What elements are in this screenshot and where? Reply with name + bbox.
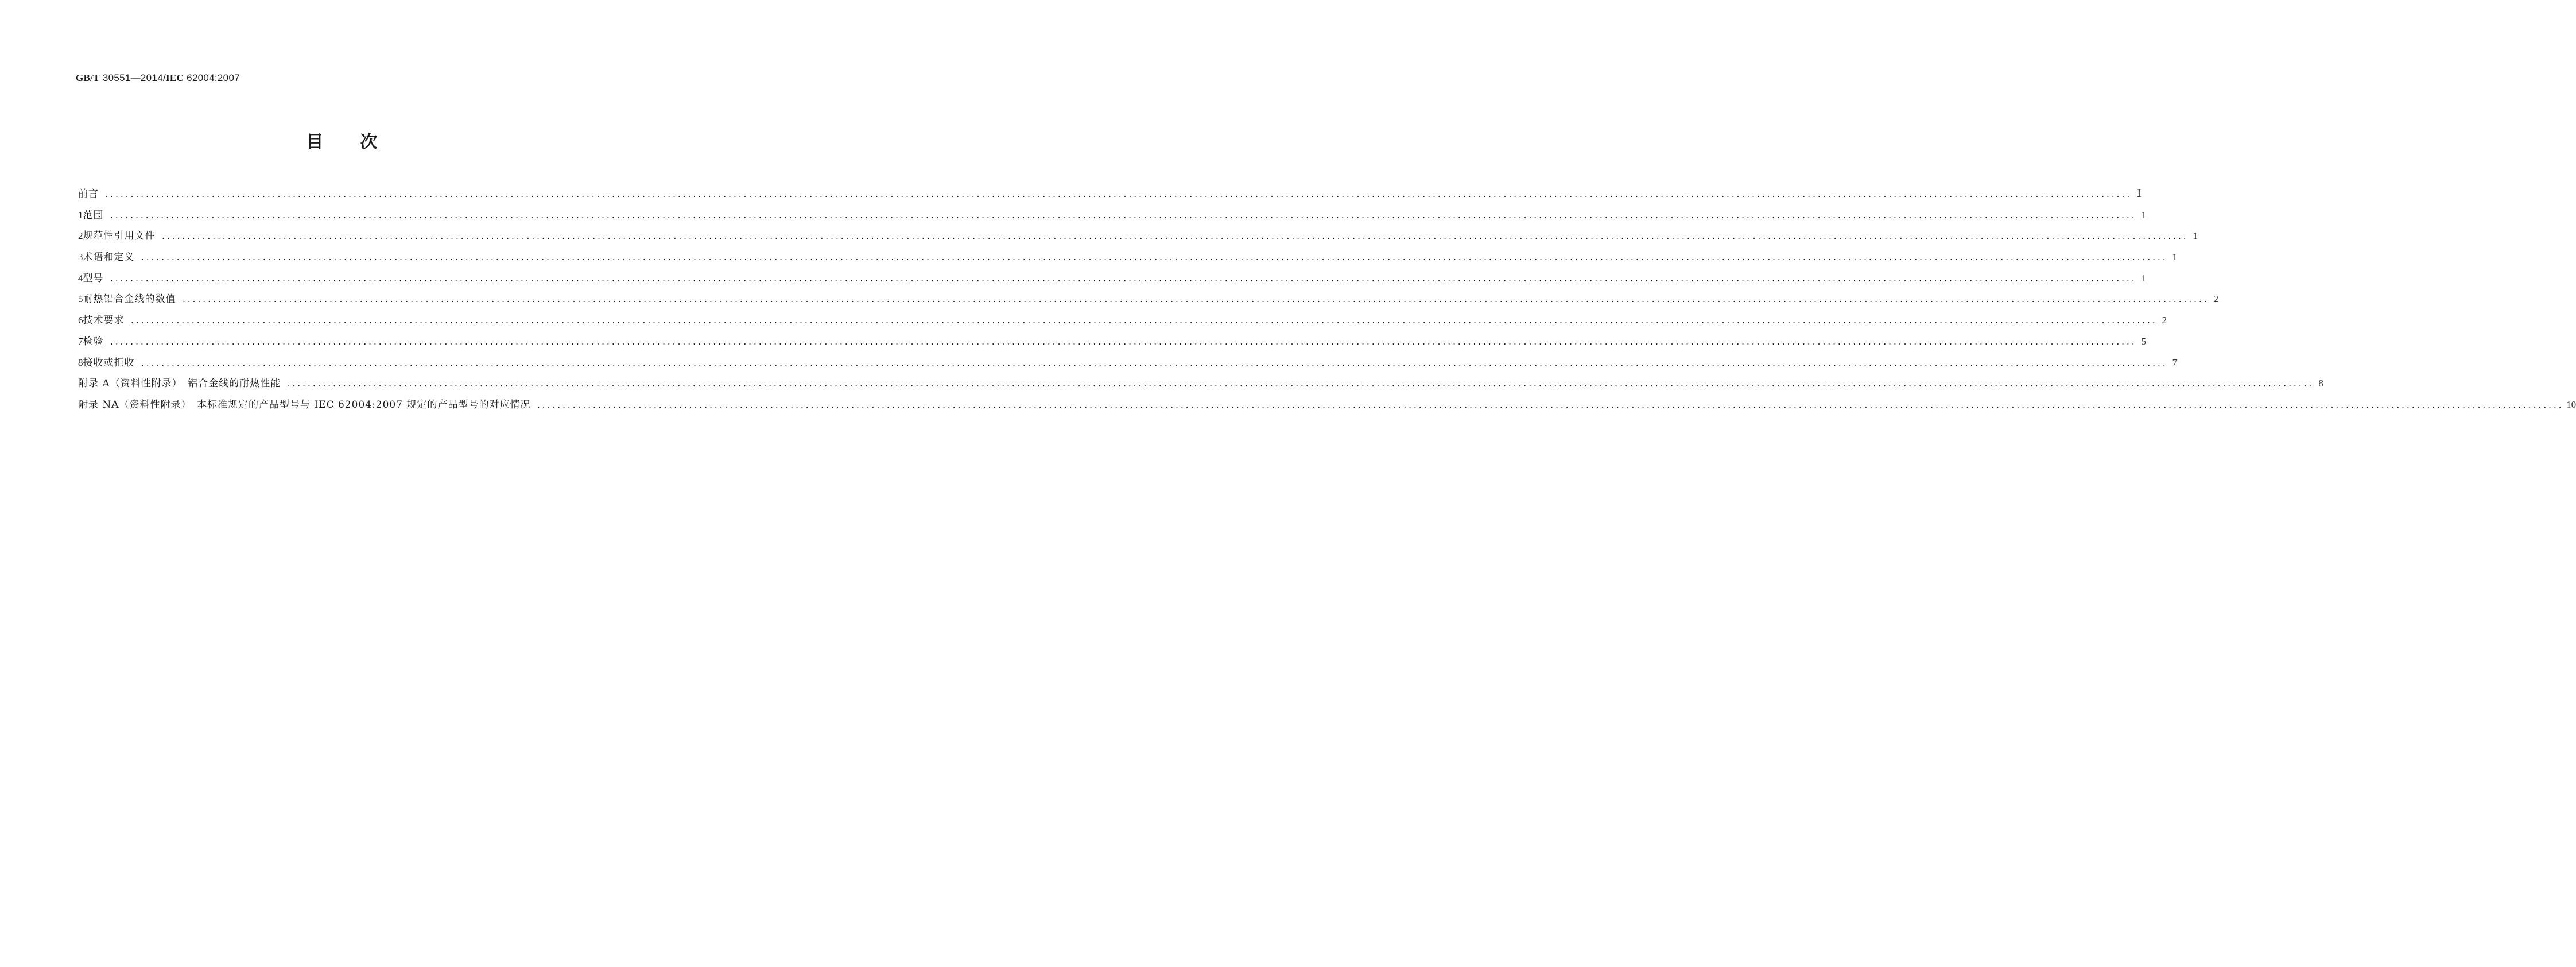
toc-entry-number: 1 [78,209,83,221]
toc-leader-dots: ................................................................................................................................................................................................................................................................................................................................................................................................................ [130,317,2157,326]
standard-code [76,72,240,84]
toc-entry-page: 7 [2172,357,2178,368]
toc-entry-number: 4 [78,272,83,284]
toc-leader-dots: ................................................................................................................................................................................................................................................................................................................................................................................................................ [104,191,2131,199]
page-title [0,127,684,153]
toc-entry[interactable] [78,230,2198,252]
toc-entry-page: 10 [2566,399,2576,410]
toc-leader-dots: ................................................................................................................................................................................................................................................................................................................................................................................................................ [109,211,2136,221]
toc-entry-page: 8 [2318,378,2323,389]
toc-entry-number: 7 [78,335,83,347]
toc-entry-page: 1 [2141,272,2147,284]
page-title-char-2: 次 [360,132,378,152]
toc-entry-page: 1 [2172,252,2178,263]
toc-entry-label: 技术要求 [83,315,125,327]
toc-entry[interactable] [78,357,2178,378]
toc-entry-label: 附录 A（资料性附录） 铝合金线的耐热性能 [78,378,281,390]
toc-entry[interactable] [78,252,2178,273]
toc-leader-dots: ................................................................................................................................................................................................................................................................................................................................................................................................................ [140,254,2167,263]
toc-leader-dots: ................................................................................................................................................................................................................................................................................................................................................................................................................ [161,233,2188,242]
toc-leader-dots: ................................................................................................................................................................................................................................................................................................................................................................................................................ [181,296,2209,305]
page-title-char-1: 目 [306,132,324,152]
toc-entry-page: 2 [2162,315,2167,326]
toc-entry-page: 1 [2193,230,2198,242]
toc-entry[interactable] [78,209,2147,231]
toc-entry[interactable] [78,378,2323,399]
toc-entry-number: 2 [78,230,83,242]
toc-entry-number: 3 [78,252,83,263]
toc-entry-page: 2 [2213,293,2219,305]
toc-entry-label: 范围 [83,209,104,221]
standard-code-prefix: GB/T [76,72,100,83]
toc-entry-page: 1 [2141,209,2147,221]
toc-entry-number: 8 [78,357,83,368]
toc-entry-label: 耐热铝合金线的数值 [83,293,176,305]
toc-entry-number: 5 [78,293,83,305]
standard-code-iec: IEC [165,72,184,83]
toc-leader-dots: ................................................................................................................................................................................................................................................................................................................................................................................................................ [140,359,2167,368]
table-of-contents [78,188,2576,420]
toc-entry-page: Ⅰ [2137,188,2142,200]
standard-code-iec-number: 62004:2007 [184,72,240,83]
toc-leader-dots: ................................................................................................................................................................................................................................................................................................................................................................................................................ [536,401,2563,410]
toc-entry-number: 6 [78,315,83,326]
toc-entry[interactable] [78,188,2142,210]
toc-leader-dots: ................................................................................................................................................................................................................................................................................................................................................................................................................ [109,338,2136,347]
toc-entry-label: 前言 [78,188,99,200]
toc-entry-label: 检验 [83,335,104,347]
toc-entry-page: 5 [2141,335,2147,347]
toc-entry-label: 附录 NA（资料性附录） 本标准规定的产品型号与 IEC 62004:2007 规定的产品型号的对应情况 [78,399,531,411]
toc-entry-label: 接收或拒收 [83,357,135,369]
toc-leader-dots: ................................................................................................................................................................................................................................................................................................................................................................................................................ [286,380,2313,389]
toc-entry[interactable] [78,315,2167,336]
standard-code-number: 30551—2014/ [99,72,166,83]
toc-leader-dots: ................................................................................................................................................................................................................................................................................................................................................................................................................ [109,274,2136,284]
toc-entry[interactable] [78,335,2147,357]
toc-entry[interactable] [78,293,2219,315]
toc-entry-label: 规范性引用文件 [83,230,156,242]
toc-entry-label: 型号 [83,272,104,284]
toc-entry-label: 术语和定义 [83,252,135,264]
toc-entry[interactable] [78,272,2147,294]
toc-entry[interactable] [78,399,2576,420]
